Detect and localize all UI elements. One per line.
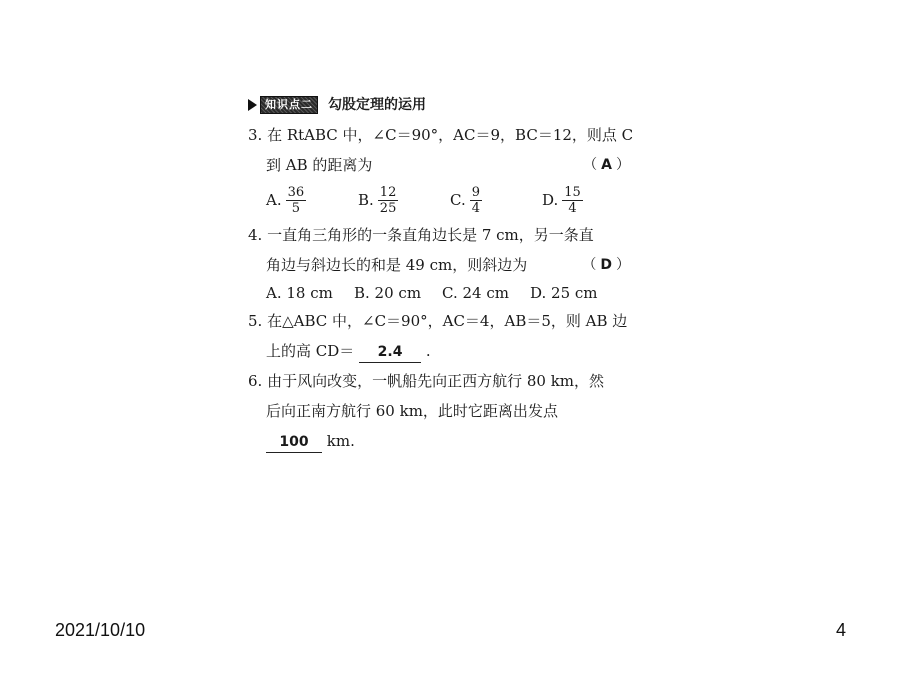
question-4-answer-value: D — [600, 257, 612, 273]
question-3-options — [248, 180, 648, 220]
question-5-answer-blank: 2.4 — [359, 342, 421, 363]
section-tag: 知识点二 — [260, 96, 318, 114]
play-arrow-icon — [248, 99, 257, 111]
question-6 — [248, 366, 648, 456]
footer-date: 2021/10/10 — [55, 620, 146, 640]
question-6-line-2: 后向正南方航行 60 km，此时它距离出发点 — [266, 402, 558, 420]
numerator: 9 — [471, 184, 480, 200]
option-d: D. 25 cm — [530, 284, 598, 302]
question-4 — [248, 220, 648, 306]
question-5-line-1: 5. 在△ABC 中，∠C＝90°，AC＝4，AB＝5，则 AB 边 — [248, 312, 628, 330]
question-3 — [248, 120, 648, 220]
fraction — [286, 185, 307, 216]
denominator: 4 — [568, 200, 577, 216]
question-4-options — [248, 280, 648, 306]
option-c — [450, 185, 542, 216]
denominator: 4 — [471, 200, 480, 216]
numerator: 12 — [379, 184, 397, 200]
option-label: D. — [542, 191, 559, 209]
question-4-line-2 — [248, 250, 648, 280]
denominator: 5 — [291, 200, 301, 216]
option-label: B. — [358, 191, 374, 209]
question-3-line-2-text: 到 AB 的距离为 — [266, 156, 373, 174]
question-5 — [248, 306, 648, 366]
numerator: 15 — [564, 184, 581, 200]
fraction — [470, 185, 482, 216]
numerator: 36 — [287, 184, 305, 200]
question-3-line-1: 3. 在 RtABC 中，∠C＝90°，AC＝9，BC＝12，则点 C — [248, 126, 634, 144]
option-label: A. — [266, 191, 282, 209]
question-6-line-1: 6. 由于风向改变，一帆船先向正西方航行 80 km，然 — [248, 372, 605, 390]
option-b: B. 20 cm — [354, 284, 422, 302]
question-3-answer: （ A ） — [583, 157, 630, 173]
question-5-line-2-suffix: . — [425, 342, 431, 360]
question-5-line-2 — [248, 336, 648, 366]
denominator: 25 — [379, 200, 397, 216]
option-a: A. 18 cm — [266, 284, 333, 302]
section-header — [248, 94, 648, 116]
question-3-answer-value: A — [601, 157, 612, 173]
option-label: C. — [450, 191, 466, 209]
question-6-line-3 — [248, 426, 648, 456]
fraction — [378, 185, 399, 216]
section-title: 勾股定理的运用 — [328, 97, 426, 113]
option-b — [358, 185, 450, 216]
page-number: 4 — [836, 620, 847, 640]
question-3-line-2 — [248, 150, 648, 180]
question-4-answer: （ D ） — [582, 257, 630, 273]
option-d — [542, 185, 634, 216]
fraction — [562, 185, 583, 216]
question-4-line-2-text: 角边与斜边长的和是 49 cm，则斜边为 — [266, 256, 528, 274]
exercise-content — [248, 94, 648, 456]
question-6-line-3-suffix: km. — [326, 432, 355, 450]
option-c: C. 24 cm — [442, 284, 509, 302]
question-6-answer-blank: 100 — [266, 432, 322, 453]
question-5-line-2-prefix: 上的高 CD＝ — [266, 342, 355, 360]
question-4-line-1: 4. 一直角三角形的一条直角边长是 7 cm，另一条直 — [248, 226, 594, 244]
option-a — [266, 185, 358, 216]
